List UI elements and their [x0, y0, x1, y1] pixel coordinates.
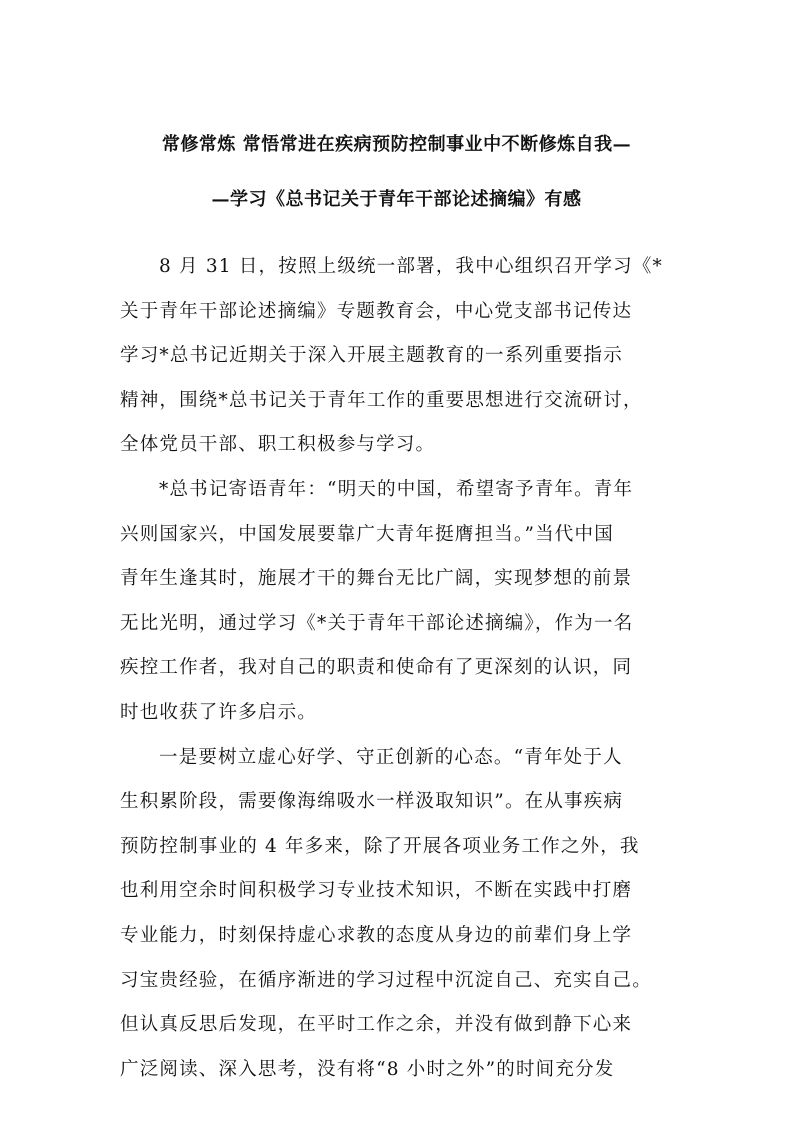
paragraph-1	[120, 245, 673, 468]
text-line: 无比光明，通过学习《*关于青年干部论述摘编》，作为一名	[120, 612, 634, 634]
text-line: 全体党员干部、职工积极参与学习。	[120, 434, 436, 456]
text-line: 专业能力，时刻保持虚心求教的态度从身边的前辈们身上学	[120, 924, 633, 946]
text-line: 兴则国家兴，中国发展要靠广大青年挺膺担当。”当代中国	[120, 523, 614, 545]
text-line: 8 月 31 日，按照上级统一部署，我中心组织召开学习《*	[159, 256, 664, 277]
text-line: 一是要树立虚心好学、守正创新的心态。“青年处于人	[159, 746, 623, 768]
title-line-1: 常修常炼 常悟常进在疾病预防控制事业中不断修炼自我—	[161, 134, 632, 155]
text-line: 预防控制事业的 4 年多来，除了开展各项业务工作之外，我	[120, 835, 640, 857]
document-title	[120, 117, 673, 227]
text-line: 广泛阅读、深入思考，没有将“8 小时之外”的时间充分发	[120, 1058, 615, 1080]
text-line: 疾控工作者，我对自己的职责和使命有了更深刻的认识，同	[120, 657, 633, 679]
text-line: 精神，围绕*总书记关于青年工作的重要思想进行交流研讨，	[120, 389, 643, 411]
title-line-2: —学习《总书记关于青年干部论述摘编》有感	[211, 189, 582, 210]
text-line: 青年生逢其时，施展才干的舞台无比广阔，实现梦想的前景	[120, 568, 633, 590]
text-line: *总书记寄语青年：“明天的中国，希望寄予青年。青年	[159, 478, 634, 500]
paragraph-2	[120, 468, 673, 736]
text-line: 学习*总书记近期关于深入开展主题教育的一系列重要指示	[120, 345, 623, 367]
text-line: 生积累阶段，需要像海绵吸水一样汲取知识”。在从事疾病	[120, 791, 624, 813]
text-line: 关于青年干部论述摘编》专题教育会，中心党支部书记传达	[120, 300, 633, 322]
document-body	[120, 245, 673, 1092]
paragraph-3	[120, 736, 673, 1093]
text-line: 习宝贵经验，在循序渐进的学习过程中沉淀自己、充实自己。	[120, 969, 652, 991]
text-line: 也利用空余时间积极学习专业技术知识，不断在实践中打磨	[120, 880, 633, 902]
text-line: 时也收获了许多启示。	[120, 701, 318, 723]
text-line: 但认真反思后发现，在平时工作之余，并没有做到静下心来	[120, 1014, 633, 1036]
